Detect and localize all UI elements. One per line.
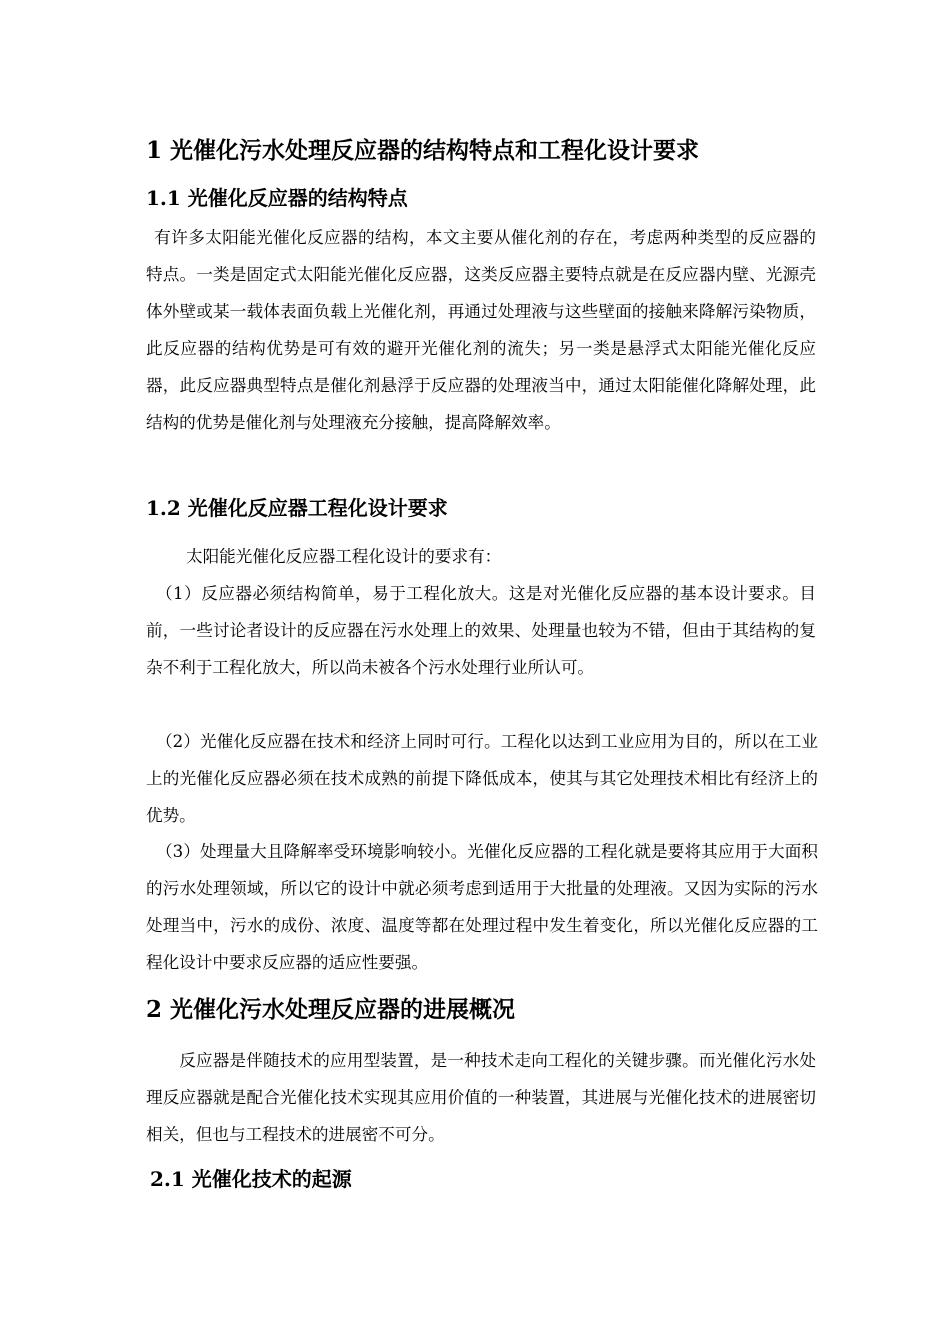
requirement-item-2: （2）光催化反应器在技术和经济上同时可行。工程化以达到工业应用为目的，所以在工业上的光催化反应器必须在技术成熟的前提下降低成本，使其与其它处理技术相比有经济上的优势。 <box>146 732 818 825</box>
section-1-1-heading: 1.1 光催化反应器的结构特点 <box>146 186 408 210</box>
section-1-1-paragraph: 有许多太阳能光催化反应器的结构，本文主要从催化剂的存在，考虑两种类型的反应器的特点。一类是固定式太阳能光催化反应器，这类反应器主要特点就是在反应器内壁、光源壳体外壁或某一载体表面负载上光催化剂，再通过处理液与这些壁面的接触来降解污染物质，此反应器的结构优势是可有效的避开光催化剂的流失；另一类是悬浮式太阳能光催化反应器，此反应器典型特点是催化剂悬浮于反应器的处理液当中，通过太阳能催化降解处理，此结构的优势是催化剂与处理液充分接触，提高降解效率。 <box>146 228 816 432</box>
section-1-2-heading: 1.2 光催化反应器工程化设计要求 <box>146 496 448 520</box>
section-2-1-heading: 2.1 光催化技术的起源 <box>150 1167 352 1191</box>
section-1-2-intro: 太阳能光催化反应器工程化设计的要求有： <box>186 547 502 566</box>
requirement-item-3: （3）处理量大且降解率受环境影响较小。光催化反应器的工程化就是要将其应用于大面积的污水处理领域，所以它的设计中就必须考虑到适用于大批量的处理液。又因为实际的污水处理当中，污水的成份、浓度、温度等都在处理过程中发生着变化，所以光催化反应器的工程化设计中要求反应器的适应性要强。 <box>146 842 818 972</box>
section-1-heading: 1 光催化污水处理反应器的结构特点和工程化设计要求 <box>146 137 700 164</box>
requirement-item-1: （1）反应器必须结构简单，易于工程化放大。这是对光催化反应器的基本设计要求。目前，一些讨论者设计的反应器在污水处理上的效果、处理量也较为不错，但由于其结构的复杂不利于工程化放大，所以尚未被各个污水处理行业所认可。 <box>146 584 816 677</box>
section-2-heading: 2 光催化污水处理反应器的进展概况 <box>146 996 516 1023</box>
section-2-paragraph: 反应器是伴随技术的应用型装置，是一种技术走向工程化的关键步骤。而光催化污水处理反应器就是配合光催化技术实现其应用价值的一种装置，其进展与光催化技术的进展密切相关，但也与工程技术的进展密不可分。 <box>146 1051 816 1144</box>
